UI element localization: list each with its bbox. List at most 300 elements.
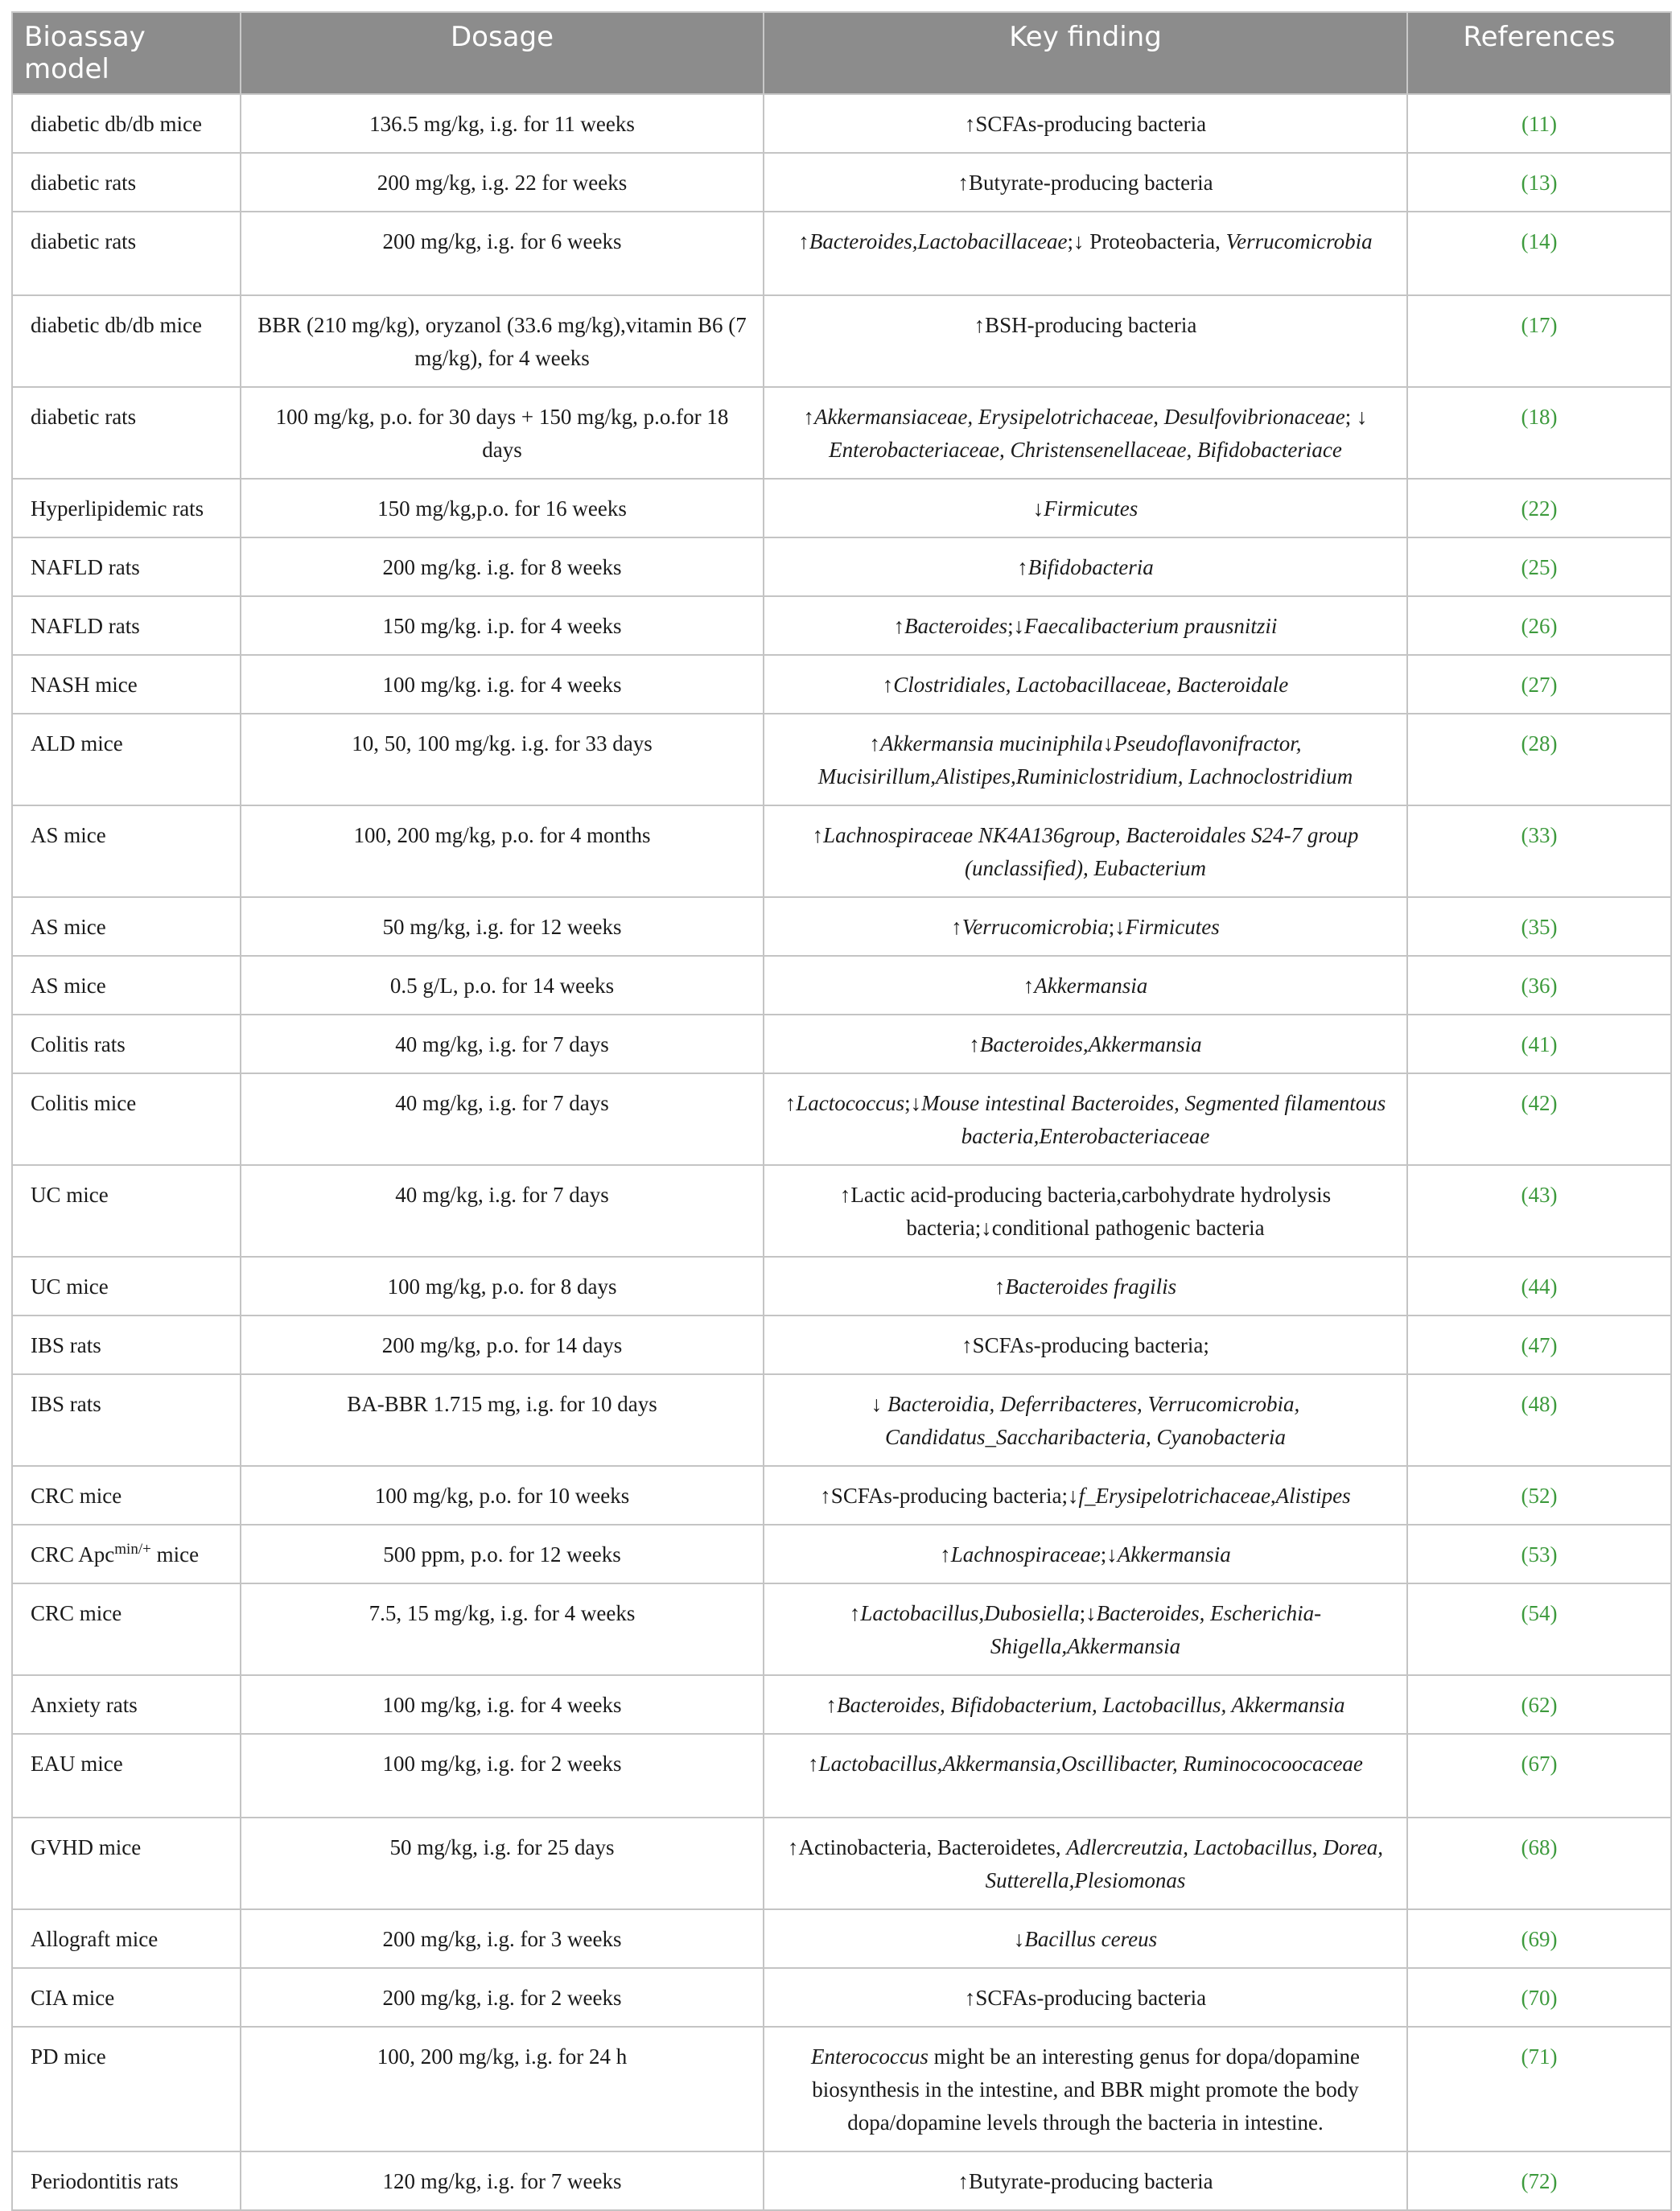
reference-link[interactable]: 52 <box>1528 1484 1550 1508</box>
cell-key-finding <box>764 1257 1407 1315</box>
cell-reference <box>1407 897 1671 956</box>
finding-text: ↑ <box>893 614 905 638</box>
model-text: IBS rats <box>31 1392 101 1416</box>
finding-text: ↑SCFAs-producing bacteria; <box>961 1333 1209 1357</box>
cell-bioassay-model <box>12 295 241 387</box>
reference-link[interactable]: 67 <box>1528 1752 1550 1776</box>
reference-paren-open: ( <box>1521 673 1529 697</box>
finding-taxon: Akkermansia muciniphila <box>880 731 1103 756</box>
model-text: NASH mice <box>31 673 138 697</box>
model-text-tail: mice <box>150 1542 200 1567</box>
finding-text: ↑ <box>812 823 824 847</box>
cell-key-finding <box>764 537 1407 596</box>
cell-dosage: 120 mg/kg, i.g. for 7 weeks <box>241 2151 764 2210</box>
cell-key-finding <box>764 2027 1407 2151</box>
table-row <box>12 1968 1671 2027</box>
model-text: CRC mice <box>31 1484 122 1508</box>
cell-key-finding <box>764 1073 1407 1165</box>
reference-paren-close: ) <box>1550 915 1558 939</box>
cell-bioassay-model <box>12 1583 241 1675</box>
reference-paren-open: ( <box>1521 112 1529 136</box>
cell-reference <box>1407 387 1671 479</box>
model-text: PD mice <box>31 2044 106 2069</box>
finding-taxon: f_Erysipelotrichaceae,Alistipes <box>1078 1484 1351 1508</box>
cell-reference <box>1407 1073 1671 1165</box>
reference-link[interactable]: 17 <box>1528 313 1550 337</box>
reference-link[interactable]: 43 <box>1528 1183 1550 1207</box>
cell-key-finding <box>764 1015 1407 1073</box>
cell-bioassay-model <box>12 212 241 295</box>
finding-text: ;↓ <box>904 1091 922 1115</box>
cell-key-finding <box>764 1315 1407 1374</box>
cell-key-finding <box>764 94 1407 153</box>
table-header <box>12 12 1671 94</box>
cell-bioassay-model <box>12 537 241 596</box>
table-row <box>12 1909 1671 1968</box>
finding-taxon: Lachnospiraceae NK4A136group, Bacteroidales S24-7 group (unclassified), Eubacterium <box>823 823 1359 880</box>
table-row <box>12 596 1671 655</box>
model-text: Anxiety rats <box>31 1693 138 1717</box>
reference-link[interactable]: 70 <box>1528 1986 1550 2010</box>
table-row <box>12 655 1671 714</box>
cell-dosage: 200 mg/kg, i.g. for 3 weeks <box>241 1909 764 1968</box>
model-text: diabetic rats <box>31 405 137 429</box>
reference-paren-close: ) <box>1550 229 1558 253</box>
finding-taxon: Bifidobacteria <box>1027 555 1154 579</box>
cell-reference <box>1407 94 1671 153</box>
reference-link[interactable]: 33 <box>1528 823 1550 847</box>
table-row <box>12 1015 1671 1073</box>
cell-bioassay-model <box>12 1968 241 2027</box>
cell-reference <box>1407 479 1671 537</box>
reference-paren-close: ) <box>1550 1986 1558 2010</box>
table-row <box>12 897 1671 956</box>
cell-reference <box>1407 295 1671 387</box>
table-row <box>12 1818 1671 1909</box>
reference-link[interactable]: 25 <box>1528 555 1550 579</box>
finding-taxon: Bacteroides,Akkermansia <box>979 1032 1202 1056</box>
cell-key-finding <box>764 1675 1407 1734</box>
reference-link[interactable]: 62 <box>1528 1693 1550 1717</box>
reference-paren-open: ( <box>1521 1183 1529 1207</box>
reference-paren-open: ( <box>1521 1835 1529 1859</box>
table-row <box>12 956 1671 1015</box>
finding-text: ↑ <box>1023 974 1035 998</box>
cell-key-finding <box>764 897 1407 956</box>
reference-paren-close: ) <box>1550 673 1558 697</box>
model-text: diabetic db/db mice <box>31 112 202 136</box>
cell-reference <box>1407 1734 1671 1818</box>
reference-paren-open: ( <box>1521 1927 1529 1951</box>
finding-text: ↑Butyrate-producing bacteria <box>957 2169 1213 2193</box>
reference-paren-close: ) <box>1550 1693 1558 1717</box>
bioassay-table <box>11 11 1672 2211</box>
reference-paren-close: ) <box>1550 112 1557 136</box>
cell-bioassay-model <box>12 1466 241 1525</box>
finding-text: ↓ <box>1102 731 1114 756</box>
cell-bioassay-model <box>12 1675 241 1734</box>
finding-text: ↑ <box>1017 555 1028 579</box>
cell-bioassay-model <box>12 1818 241 1909</box>
table-row <box>12 1315 1671 1374</box>
reference-paren-open: ( <box>1521 229 1529 253</box>
reference-paren-open: ( <box>1521 405 1529 429</box>
reference-paren-open: ( <box>1521 1601 1529 1625</box>
finding-taxon: Lachnospiraceae <box>950 1542 1101 1567</box>
reference-paren-close: ) <box>1550 496 1558 521</box>
table-row <box>12 295 1671 387</box>
reference-link[interactable]: 11 <box>1529 112 1550 136</box>
cell-bioassay-model <box>12 1374 241 1466</box>
cell-key-finding <box>764 956 1407 1015</box>
cell-reference <box>1407 1968 1671 2027</box>
finding-taxon: Adlercreutzia, Lactobacillus, Dorea, Sutterella,Plesiomonas <box>985 1835 1384 1892</box>
cell-key-finding <box>764 295 1407 387</box>
finding-taxon: Bacteroides, Bifidobacterium, Lactobacillus, Akkermansia <box>837 1693 1345 1717</box>
table-row <box>12 212 1671 295</box>
cell-reference <box>1407 805 1671 897</box>
cell-bioassay-model <box>12 1015 241 1073</box>
header-bioassay-model: Bioassay model <box>12 12 241 94</box>
model-text: CIA mice <box>31 1986 115 2010</box>
reference-paren-close: ) <box>1550 313 1558 337</box>
cell-bioassay-model <box>12 1909 241 1968</box>
reference-paren-close: ) <box>1550 1183 1558 1207</box>
cell-bioassay-model <box>12 479 241 537</box>
reference-paren-open: ( <box>1521 496 1529 521</box>
reference-paren-close: ) <box>1550 614 1558 638</box>
reference-paren-close: ) <box>1550 1274 1558 1299</box>
reference-link[interactable]: 42 <box>1528 1091 1550 1115</box>
reference-paren-open: ( <box>1521 2044 1529 2069</box>
cell-key-finding <box>764 387 1407 479</box>
reference-paren-open: ( <box>1521 614 1529 638</box>
model-text: ALD mice <box>31 731 123 756</box>
cell-reference <box>1407 1583 1671 1675</box>
model-text: UC mice <box>31 1183 109 1207</box>
reference-paren-open: ( <box>1521 1484 1529 1508</box>
cell-bioassay-model <box>12 805 241 897</box>
cell-key-finding <box>764 479 1407 537</box>
reference-paren-open: ( <box>1521 1693 1529 1717</box>
finding-text: ↓ <box>871 1392 888 1416</box>
cell-dosage: 100 mg/kg. i.g. for 4 weeks <box>241 655 764 714</box>
cell-dosage: 40 mg/kg, i.g. for 7 days <box>241 1073 764 1165</box>
cell-key-finding <box>764 1734 1407 1818</box>
cell-bioassay-model <box>12 94 241 153</box>
finding-text: ↑ <box>798 229 809 253</box>
reference-link[interactable]: 68 <box>1528 1835 1550 1859</box>
reference-paren-close: ) <box>1550 555 1558 579</box>
reference-link[interactable]: 69 <box>1528 1927 1550 1951</box>
reference-link[interactable]: 28 <box>1528 731 1550 756</box>
table-row <box>12 153 1671 212</box>
cell-dosage: 0.5 g/L, p.o. for 14 weeks <box>241 956 764 1015</box>
reference-paren-open: ( <box>1521 731 1529 756</box>
cell-bioassay-model <box>12 1165 241 1257</box>
reference-paren-open: ( <box>1521 1274 1529 1299</box>
model-text: NAFLD rats <box>31 555 140 579</box>
finding-text: ; ↓ <box>1344 405 1368 429</box>
table-row <box>12 1073 1671 1165</box>
cell-dosage: 100 mg/kg, p.o. for 10 weeks <box>241 1466 764 1525</box>
table-row <box>12 1374 1671 1466</box>
cell-reference <box>1407 1675 1671 1734</box>
finding-taxon: Lactobacillus,Akkermansia,Oscillibacter, Ruminococoocaceae <box>818 1752 1363 1776</box>
finding-text: might be an interesting genus for dopa/dopamine biosynthesis in the intestine, and BBR might promote the body dopa/dopamine levels through the bacteria in intestine. <box>812 2044 1361 2135</box>
table-row <box>12 2027 1671 2151</box>
cell-reference <box>1407 2027 1671 2151</box>
reference-link[interactable]: 41 <box>1528 1032 1550 1056</box>
finding-taxon: Faecalibacterium prausnitzii <box>1024 614 1278 638</box>
cell-reference <box>1407 1015 1671 1073</box>
cell-dosage: 200 mg/kg, i.g. for 2 weeks <box>241 1968 764 2027</box>
finding-text: ↑ <box>969 1032 980 1056</box>
reference-link[interactable]: 53 <box>1528 1542 1550 1567</box>
model-text: CRC mice <box>31 1601 122 1625</box>
cell-reference <box>1407 2151 1671 2210</box>
cell-dosage: 100 mg/kg, i.g. for 2 weeks <box>241 1734 764 1818</box>
cell-dosage: 100 mg/kg, i.g. for 4 weeks <box>241 1675 764 1734</box>
cell-reference <box>1407 1165 1671 1257</box>
finding-text: ;↓ <box>1079 1601 1097 1625</box>
cell-key-finding <box>764 212 1407 295</box>
finding-taxon: Pseudoflavonifractor, Mucisirillum,Alistipes,Ruminiclostridium, Lachnoclostridium <box>817 731 1353 788</box>
reference-link[interactable]: 72 <box>1528 2169 1550 2193</box>
reference-paren-close: ) <box>1550 1392 1558 1416</box>
finding-text: ↑ <box>808 1752 819 1776</box>
cell-key-finding <box>764 1525 1407 1583</box>
reference-paren-close: ) <box>1550 1927 1558 1951</box>
cell-dosage: 7.5, 15 mg/kg, i.g. for 4 weeks <box>241 1583 764 1675</box>
cell-key-finding <box>764 596 1407 655</box>
finding-taxon: Verrucomicrobia <box>961 915 1109 939</box>
cell-bioassay-model <box>12 153 241 212</box>
cell-bioassay-model <box>12 1734 241 1818</box>
model-text: EAU mice <box>31 1752 123 1776</box>
finding-text: ↓ <box>1032 496 1044 521</box>
table-row <box>12 805 1671 897</box>
finding-text: ;↓ <box>1108 915 1126 939</box>
cell-reference <box>1407 1466 1671 1525</box>
reference-paren-close: ) <box>1550 2044 1558 2069</box>
finding-taxon: Akkermansia <box>1117 1542 1231 1567</box>
cell-bioassay-model <box>12 956 241 1015</box>
finding-text: ↑ <box>994 1274 1006 1299</box>
finding-text: ↑ <box>784 1091 797 1115</box>
header-dosage: Dosage <box>241 12 764 94</box>
reference-link[interactable]: 13 <box>1528 171 1550 195</box>
cell-key-finding <box>764 1165 1407 1257</box>
finding-text: ;↓ <box>1100 1542 1118 1567</box>
reference-paren-close: ) <box>1550 1601 1558 1625</box>
model-text: Periodontitis rats <box>31 2169 179 2193</box>
reference-paren-close: ) <box>1550 1032 1558 1056</box>
model-text: diabetic rats <box>31 229 137 253</box>
cell-dosage: 150 mg/kg. i.p. for 4 weeks <box>241 596 764 655</box>
table-row <box>12 1257 1671 1315</box>
finding-text: ↑ <box>803 405 814 429</box>
reference-link[interactable]: 36 <box>1528 974 1550 998</box>
finding-text: ↑Lactic acid-producing bacteria,carbohydrate hydrolysis bacteria;↓conditional pathogenic bacteria <box>839 1183 1332 1240</box>
cell-bioassay-model <box>12 2027 241 2151</box>
finding-text: ↑ <box>826 1693 838 1717</box>
finding-taxon: Verrucomicrobia <box>1225 229 1373 253</box>
cell-key-finding <box>764 1909 1407 1968</box>
cell-dosage: 100 mg/kg, p.o. for 8 days <box>241 1257 764 1315</box>
reference-link[interactable]: 22 <box>1528 496 1550 521</box>
finding-taxon: Bacillus cereus <box>1024 1927 1158 1951</box>
reference-paren-open: ( <box>1521 1542 1529 1567</box>
cell-key-finding <box>764 714 1407 805</box>
cell-reference <box>1407 1525 1671 1583</box>
cell-dosage: 50 mg/kg, i.g. for 12 weeks <box>241 897 764 956</box>
cell-dosage: 200 mg/kg, p.o. for 14 days <box>241 1315 764 1374</box>
table-body <box>12 94 1671 2210</box>
cell-reference <box>1407 537 1671 596</box>
reference-link[interactable]: 35 <box>1528 915 1550 939</box>
reference-paren-open: ( <box>1521 555 1529 579</box>
finding-text: ↑Butyrate-producing bacteria <box>957 171 1213 195</box>
cell-reference <box>1407 714 1671 805</box>
cell-dosage: 40 mg/kg, i.g. for 7 days <box>241 1015 764 1073</box>
table-container <box>11 11 1670 2211</box>
cell-reference <box>1407 1257 1671 1315</box>
model-text: diabetic rats <box>31 171 137 195</box>
cell-key-finding <box>764 1968 1407 2027</box>
cell-reference <box>1407 1374 1671 1466</box>
model-text: CRC Apc <box>31 1542 115 1567</box>
reference-link[interactable]: 27 <box>1528 673 1550 697</box>
cell-reference <box>1407 1818 1671 1909</box>
cell-bioassay-model <box>12 1315 241 1374</box>
reference-link[interactable]: 26 <box>1528 614 1550 638</box>
finding-text: ↑ <box>869 731 881 756</box>
table-row <box>12 94 1671 153</box>
finding-taxon: Clostridiales, Lactobacillaceae, Bacteroidale <box>893 673 1289 697</box>
model-text: AS mice <box>31 823 106 847</box>
reference-paren-open: ( <box>1521 1986 1529 2010</box>
finding-taxon: Firmicutes <box>1125 915 1220 939</box>
reference-link[interactable]: 54 <box>1528 1601 1550 1625</box>
cell-bioassay-model <box>12 1073 241 1165</box>
model-text: GVHD mice <box>31 1835 142 1859</box>
cell-key-finding <box>764 2151 1407 2210</box>
cell-key-finding <box>764 1374 1407 1466</box>
table-row <box>12 1525 1671 1583</box>
table-row <box>12 1466 1671 1525</box>
cell-bioassay-model <box>12 1525 241 1583</box>
model-text: NAFLD rats <box>31 614 140 638</box>
cell-dosage: 10, 50, 100 mg/kg. i.g. for 33 days <box>241 714 764 805</box>
cell-bioassay-model <box>12 387 241 479</box>
reference-paren-open: ( <box>1521 915 1529 939</box>
finding-taxon: Bacteroides <box>904 614 1008 638</box>
finding-taxon: Akkermansiaceae, Erysipelotrichaceae, Desulfovibrionaceae <box>813 405 1345 429</box>
table-row <box>12 387 1671 479</box>
table-row <box>12 1675 1671 1734</box>
cell-dosage: 200 mg/kg. i.g. for 8 weeks <box>241 537 764 596</box>
cell-dosage: 136.5 mg/kg, i.g. for 11 weeks <box>241 94 764 153</box>
table-row <box>12 2151 1671 2210</box>
finding-taxon: Akkermansia <box>1034 974 1148 998</box>
reference-paren-close: ) <box>1550 823 1558 847</box>
cell-dosage: 200 mg/kg, i.g. 22 for weeks <box>241 153 764 212</box>
reference-paren-open: ( <box>1521 974 1529 998</box>
finding-text: ↑BSH-producing bacteria <box>974 313 1197 337</box>
finding-text: ↑ <box>849 1601 861 1625</box>
model-text: AS mice <box>31 974 106 998</box>
finding-text: ↑ <box>940 1542 951 1567</box>
reference-paren-open: ( <box>1521 823 1529 847</box>
reference-paren-close: ) <box>1550 731 1558 756</box>
finding-text: ↑SCFAs-producing bacteria <box>964 112 1207 136</box>
finding-text: ;↓ Proteobacteria, <box>1067 229 1226 253</box>
cell-key-finding <box>764 153 1407 212</box>
finding-taxon: Firmicutes <box>1044 496 1139 521</box>
table-row <box>12 1583 1671 1675</box>
cell-bioassay-model <box>12 2151 241 2210</box>
reference-paren-open: ( <box>1521 1091 1529 1115</box>
reference-paren-open: ( <box>1521 1752 1529 1776</box>
cell-key-finding <box>764 1583 1407 1675</box>
cell-dosage: 100 mg/kg, p.o. for 30 days + 150 mg/kg, p.o.for 18 days <box>241 387 764 479</box>
reference-link[interactable]: 14 <box>1528 229 1550 253</box>
reference-paren-close: ) <box>1550 1333 1558 1357</box>
cell-dosage: 150 mg/kg,p.o. for 16 weeks <box>241 479 764 537</box>
reference-link[interactable]: 71 <box>1528 2044 1550 2069</box>
reference-paren-close: ) <box>1550 2169 1558 2193</box>
reference-paren-close: ) <box>1550 1835 1558 1859</box>
finding-text: ;↓ <box>1007 614 1025 638</box>
model-text: Colitis rats <box>31 1032 126 1056</box>
cell-reference <box>1407 655 1671 714</box>
reference-link[interactable]: 44 <box>1528 1274 1550 1299</box>
cell-dosage: 100, 200 mg/kg, p.o. for 4 months <box>241 805 764 897</box>
cell-bioassay-model <box>12 714 241 805</box>
cell-dosage: 200 mg/kg, i.g. for 6 weeks <box>241 212 764 295</box>
reference-paren-close: ) <box>1550 1091 1558 1115</box>
cell-key-finding <box>764 1466 1407 1525</box>
table-row <box>12 714 1671 805</box>
reference-paren-open: ( <box>1521 1333 1529 1357</box>
reference-paren-open: ( <box>1521 1392 1529 1416</box>
cell-bioassay-model <box>12 1257 241 1315</box>
finding-taxon: Enterobacteriaceae, Christensenellaceae, Bifidobacteriace <box>829 438 1342 462</box>
cell-key-finding <box>764 805 1407 897</box>
model-text: diabetic db/db mice <box>31 313 202 337</box>
reference-link[interactable]: 18 <box>1528 405 1550 429</box>
cell-dosage: BA-BBR 1.715 mg, i.g. for 10 days <box>241 1374 764 1466</box>
model-text: IBS rats <box>31 1333 101 1357</box>
reference-link[interactable]: 47 <box>1528 1333 1550 1357</box>
cell-dosage: 500 ppm, p.o. for 12 weeks <box>241 1525 764 1583</box>
reference-paren-close: ) <box>1550 171 1558 195</box>
table-row <box>12 537 1671 596</box>
finding-taxon: Lactococcus <box>796 1091 905 1115</box>
finding-text: ↑SCFAs-producing bacteria <box>964 1986 1207 2010</box>
cell-key-finding <box>764 1818 1407 1909</box>
table-row <box>12 1734 1671 1818</box>
reference-paren-open: ( <box>1521 313 1529 337</box>
table-row <box>12 1165 1671 1257</box>
reference-paren-close: ) <box>1550 974 1558 998</box>
cell-reference <box>1407 1315 1671 1374</box>
cell-dosage: 40 mg/kg, i.g. for 7 days <box>241 1165 764 1257</box>
finding-text: ↑ <box>951 915 962 939</box>
cell-key-finding <box>764 655 1407 714</box>
reference-link[interactable]: 48 <box>1528 1392 1550 1416</box>
